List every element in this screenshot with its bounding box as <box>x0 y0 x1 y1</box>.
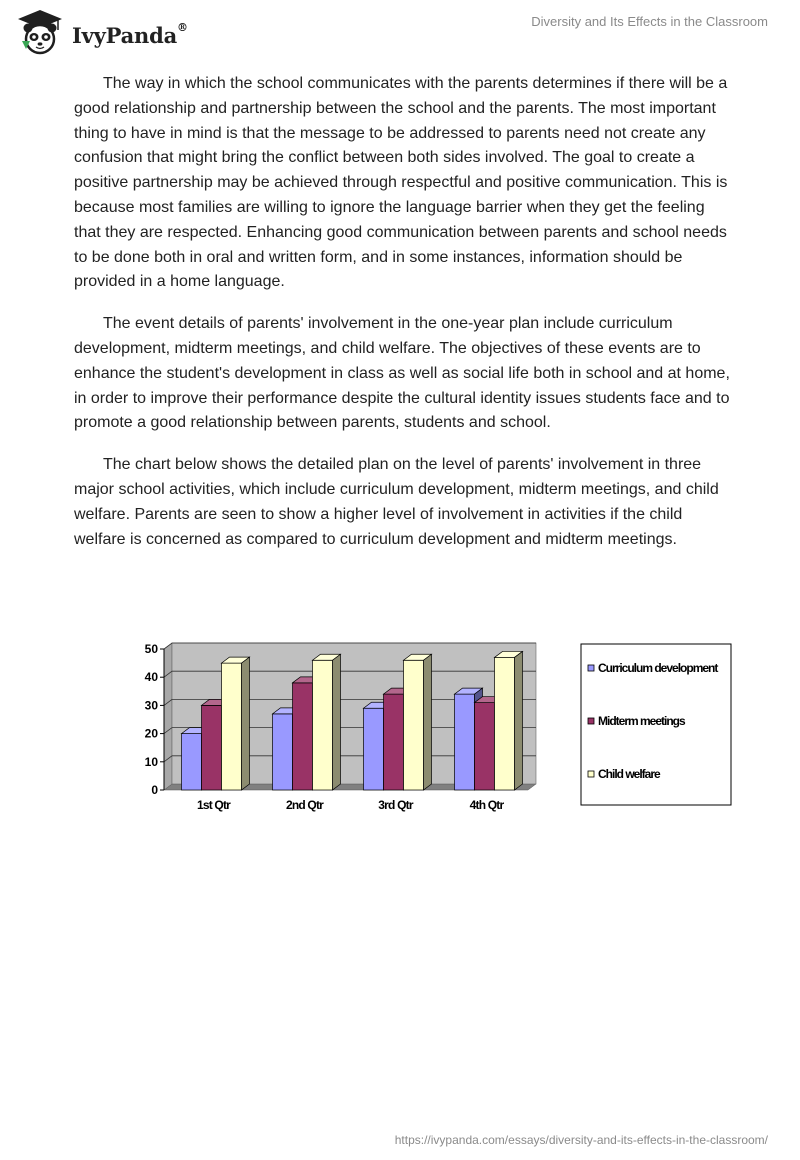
bar-front <box>475 703 495 790</box>
bar-front <box>273 714 293 790</box>
legend-swatch <box>588 771 594 777</box>
essay-body <box>74 72 730 569</box>
ivypanda-logo[interactable] <box>14 8 188 56</box>
bar <box>495 651 523 790</box>
bar <box>222 657 250 790</box>
bar <box>404 654 432 790</box>
bar-front <box>313 660 333 790</box>
bar-side <box>242 657 250 790</box>
y-tick-label: 40 <box>144 670 158 685</box>
paragraph-event-details: The event details of parents' involvement in the one-year plan include curriculum development, midterm meetings, and child welfare. The objectives of these events are to enhance the student's development in class as well as social life both in school and at home, in order to improve their performance despite the cultural identity issues students face and to promote a good relationship between parents, students and school. <box>74 315 730 432</box>
bar-chart-svg <box>138 636 738 816</box>
x-category-label: 4th Qtr <box>469 798 504 812</box>
bar-front <box>384 694 404 790</box>
bar-side <box>333 654 341 790</box>
bar-front <box>404 660 424 790</box>
y-tick-label: 50 <box>144 642 158 656</box>
legend-swatch <box>588 718 594 724</box>
x-category-label: 3rd Qtr <box>378 798 413 812</box>
paragraph-communication: The way in which the school communicates with the parents determines if there will be a good relationship and partnership between the school and the parents. The most important thing to have in mind is that the message to be addressed to parents need not create any confusion that might bring the conflict between both sides involved. The goal to create a positive partnership may be achieved through respectful and positive communication. This is because most families are willing to ignore the language barrier when they get the feeling that they are respected. Enhancing good communication between parents and school needs to be done both in oral and written form, and in some instances, information should be provided in a home language. <box>74 75 728 291</box>
bar-side <box>515 651 523 790</box>
logo-text: IvyPanda® <box>72 20 188 48</box>
bar-front <box>293 683 313 790</box>
x-category-label: 2nd Qtr <box>285 798 324 812</box>
legend-entry: Curriculum development <box>598 661 718 675</box>
legend-swatch <box>588 665 594 671</box>
bar-front <box>202 705 222 790</box>
panda-logo-icon <box>14 8 66 56</box>
page-header <box>0 0 800 64</box>
legend-entry: Child welfare <box>598 767 660 781</box>
y-tick-label: 10 <box>144 754 158 769</box>
x-category-label: 1st Qtr <box>196 798 231 812</box>
bar <box>313 654 341 790</box>
legend-entry: Midterm meetings <box>598 714 685 728</box>
bar-front <box>222 663 242 790</box>
bar-front <box>182 734 202 790</box>
y-tick-label: 30 <box>144 698 158 713</box>
chart-side-wall <box>164 643 172 790</box>
bar-side <box>424 654 432 790</box>
source-url[interactable]: https://ivypanda.com/essays/diversity-and-its-effects-in-the-classroom/ <box>394 1133 768 1147</box>
bar-front <box>455 694 475 790</box>
bar-front <box>364 708 384 790</box>
y-tick-label: 20 <box>144 726 158 741</box>
involvement-chart <box>138 636 738 816</box>
document-title: Diversity and Its Effects in the Classroom <box>531 14 768 29</box>
bar-front <box>495 657 515 790</box>
y-tick-label: 0 <box>151 783 158 797</box>
paragraph-chart-intro: The chart below shows the detailed plan on the level of parents' involvement in three major school activities, which include curriculum development, midterm meetings, and child welfare. Parents are seen to show a higher level of involvement in activities if the child welfare is concerned as compared to curriculum development and midterm meetings. <box>74 456 719 548</box>
